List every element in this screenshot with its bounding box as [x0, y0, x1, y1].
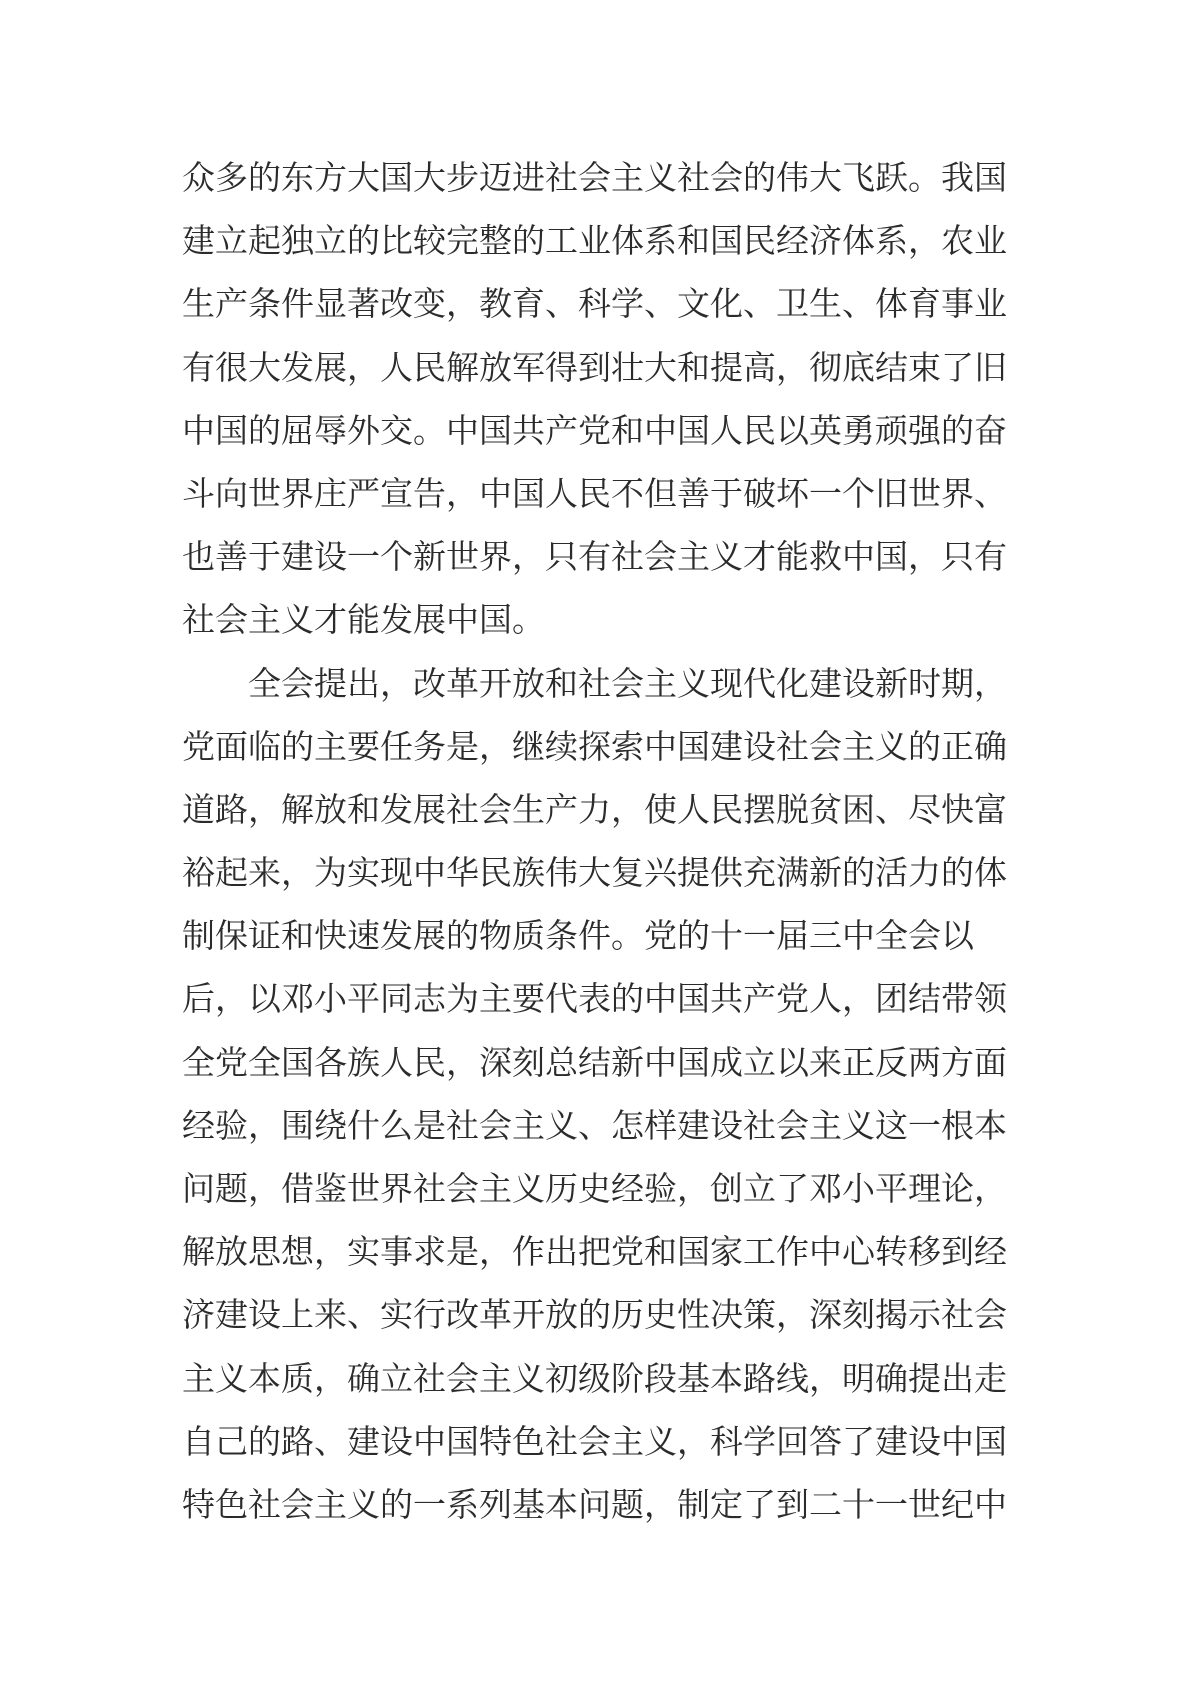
text-line: 经验，围绕什么是社会主义、怎样建设社会主义这一根本	[182, 1105, 1007, 1145]
text-line: 全党全国各族人民，深刻总结新中国成立以来正反两方面	[182, 1042, 1007, 1082]
text-line: 全会提出，改革开放和社会主义现代化建设新时期，	[248, 663, 1007, 703]
text-line: 建立起独立的比较完整的工业体系和国民经济体系，农业	[182, 221, 1007, 261]
text-line: 社会主义才能发展中国。	[182, 600, 545, 640]
text-line: 特色社会主义的一系列基本问题，制定了到二十一世纪中	[182, 1484, 1007, 1524]
text-line: 制保证和快速发展的物质条件。党的十一届三中全会以	[182, 916, 974, 956]
text-line: 解放思想，实事求是，作出把党和国家工作中心转移到经	[182, 1232, 1007, 1272]
text-line: 也善于建设一个新世界，只有社会主义才能救中国，只有	[182, 537, 1007, 577]
text-line: 党面临的主要任务是，继续探索中国建设社会主义的正确	[182, 726, 1007, 766]
text-line: 有很大发展，人民解放军得到壮大和提高，彻底结束了旧	[182, 347, 1007, 387]
text-line: 生产条件显著改变，教育、科学、文化、卫生、体育事业	[182, 284, 1007, 324]
text-line: 自己的路、建设中国特色社会主义，科学回答了建设中国	[182, 1421, 1007, 1461]
paragraph-1	[182, 146, 1007, 652]
text-line: 中国的屈辱外交。中国共产党和中国人民以英勇顽强的奋	[182, 410, 1007, 450]
text-line: 裕起来，为实现中华民族伟大复兴提供充满新的活力的体	[182, 853, 1007, 893]
paragraph-2	[182, 652, 1007, 1537]
text-line: 道路，解放和发展社会生产力，使人民摆脱贫困、尽快富	[182, 789, 1007, 829]
text-line: 众多的东方大国大步迈进社会主义社会的伟大飞跃。我国	[182, 158, 1007, 197]
body-text	[182, 146, 1007, 1536]
text-line: 后，以邓小平同志为主要代表的中国共产党人，团结带领	[182, 979, 1007, 1019]
text-line: 济建设上来、实行改革开放的历史性决策，深刻揭示社会	[182, 1295, 1007, 1335]
text-line: 主义本质，确立社会主义初级阶段基本路线，明确提出走	[182, 1358, 1007, 1398]
text-line: 问题，借鉴世界社会主义历史经验，创立了邓小平理论，	[182, 1169, 1007, 1208]
text-line: 斗向世界庄严宣告，中国人民不但善于破坏一个旧世界、	[182, 473, 1007, 513]
